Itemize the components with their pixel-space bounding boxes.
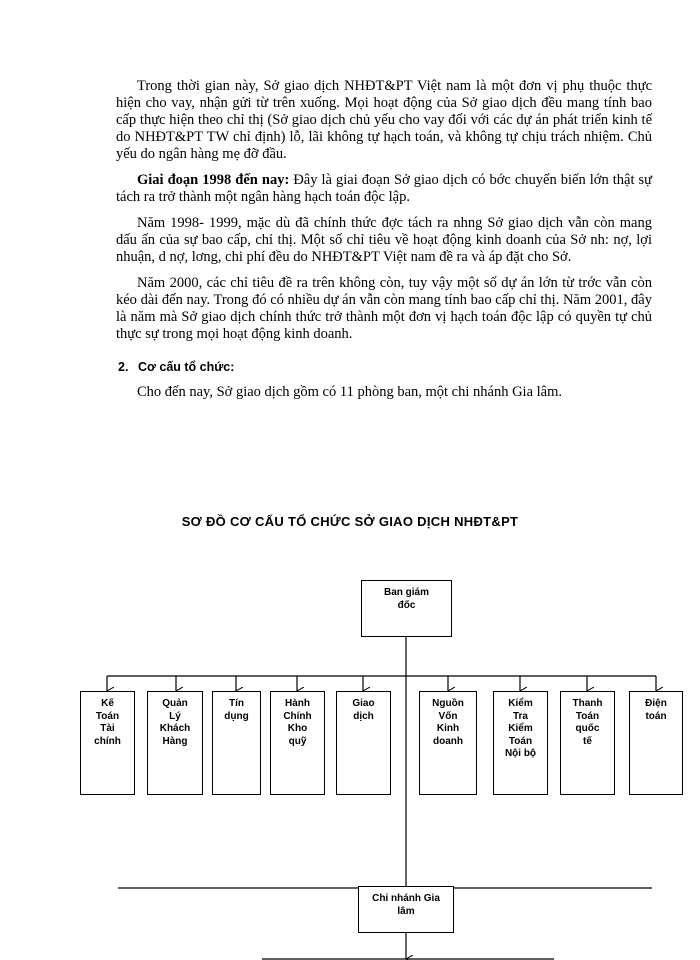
dept-transactions-box: Giao dịch <box>336 691 391 795</box>
paragraph-body: Năm 1998- 1999, mặc dù đã chính thức đợc tách ra nhng Sở giao dịch vẫn còn mang dấu ấn của sự bao cấp, chỉ thị. Một số chỉ tiêu về hoạt động kinh doanh của Sở nh: nợ, lợi nhuận, d nợ, lơng, chi phí đều do NHĐT&PT Việt nam đề ra và áp đặt cho Sở. <box>116 215 652 265</box>
dept-internal-audit-box: Kiểm Tra Kiểm Toán Nội bộ <box>493 691 548 795</box>
dept-capital-business-box: Nguồn Vốn Kinh doanh <box>419 691 477 795</box>
org-chart-title: SƠ ĐỒ CƠ CẤU TỔ CHỨC SỞ GIAO DỊCH NHĐT&PT <box>181 514 519 529</box>
dept-administration-treasury-box: Hành Chính Kho quỹ <box>270 691 325 795</box>
section-title: Cơ cấu tổ chức: <box>138 360 235 374</box>
dept-customer-management-box: Quản Lý Khách Hàng <box>147 691 203 795</box>
dept-international-payments-box: Thanh Toán quốc tế <box>560 691 615 795</box>
dept-accounting-finance-box: Kế Toán Tài chính <box>80 691 135 795</box>
dept-credit-box: Tín dụng <box>212 691 261 795</box>
paragraph-body: Trong thời gian này, Sở giao dịch NHĐT&PT Việt nam là một đơn vị phụ thuộc thực hiện cho vay, nhận gửi từ trên xuống. Mọi hoạt động của Sở giao dịch đều mang tính bao cấp thực hiện theo chỉ thị (Sở giao dịch chủ yếu cho vay đối với các dự án phát triển kinh tế do NHĐT&PT TW chỉ định) lỗ, lãi không tự hạch toán, và không tự chịu trách nhiệm. Chủ yếu do ngân hàng mẹ đỡ đầu. <box>116 78 652 162</box>
section-intro: Cho đến nay, Sở giao dịch gồm có 11 phòng ban, một chi nhánh Gia lâm. <box>137 384 563 400</box>
section-number: 2. <box>118 360 129 374</box>
paragraph-body: Đây là giai đoạn Sở giao dịch có bớc chuyển biến lớn thật sự tách ra trở thành một ngân hàng hạch toán độc lập. <box>116 172 652 205</box>
paragraph-lead: Giai đoạn 1998 đến nay: <box>137 172 290 188</box>
dept-it-box: Điện toán <box>629 691 683 795</box>
board-of-directors-box: Ban giám đốc <box>361 580 452 637</box>
paragraph-body: Năm 2000, các chỉ tiêu đề ra trên không còn, tuy vậy một số dự án lớn từ trớc vẫn còn kéo dài đến nay. Trong đó có nhiều dự án vẫn còn mang tính bao cấp chỉ thị. Năm 2001, đây là năm mà Sở giao dịch chính thức trở thành một đơn vị hạch toán độc lập có quyền tự chủ thực sự trong mọi hoạt động kinh doanh. <box>116 275 652 342</box>
branch-gia-lam-box: Chi nhánh Gia lâm <box>358 886 454 933</box>
